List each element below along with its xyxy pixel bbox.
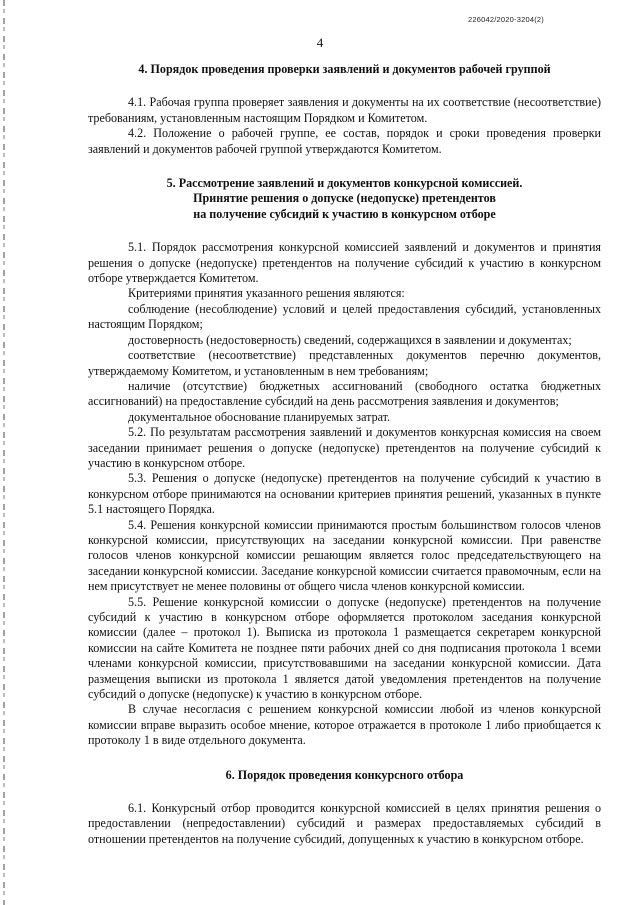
scan-binding-edge [3, 0, 5, 905]
section-5-heading-line-1: 5. Рассмотрение заявлений и документов конкурсной комиссией. [166, 176, 523, 191]
paragraph-5-3: 5.3. Решения о допуске (недопуске) претендентов на получение субсидий к участию в конкурсном отборе принимаются на основании критериев принятия решений, указанных в пункте 5.1 настоящего Порядка. [88, 471, 601, 517]
section-5 [88, 176, 601, 749]
criteria-item: достоверность (недостоверность) сведений, содержащихся в заявлении и документах; [128, 332, 572, 347]
section-6 [88, 768, 601, 848]
paragraph-dissent: В случае несогласия с решением конкурсной комиссии любой из членов конкурсной комиссии вправе выразить особое мнение, которое отражается в протоколе 1 либо приобщается к протоколу 1 в виде отдельного документа. [88, 702, 601, 748]
section-5-heading-line-2: Принятие решения о допуске (недопуске) претендентов [193, 191, 496, 206]
paragraph-5-1: 5.1. Порядок рассмотрения конкурсной комиссией заявлений и документов и принятия решения о допуске (недопуске) претендентов на получение субсидий к участию в конкурсном отборе утверждается Комитетом. [88, 240, 601, 286]
paragraph-5-5: 5.5. Решение конкурсной комиссии о допуске (недопуске) претендентов на получение субсидий к участию в конкурсном отборе оформляется протоколом заседания конкурсной комиссии (далее – протокол 1). Выписка из протокола 1 размещается секретарем конкурсной комиссии на сайте Комитета не позднее пяти рабочих дней со дня подписания протокола 1 всеми членами конкурсной комиссии, присутствовавшими на заседании конкурсной комиссии. Дата размещения выписки из протокола 1 является датой уведомления претендентов на получение субсидий о допуске (недопуске) к участию в конкурсном отборе. [88, 594, 601, 702]
section-4 [88, 62, 601, 157]
section-5-heading-line-3: на получение субсидий к участию в конкурсном отборе [193, 206, 496, 221]
criteria-item: соблюдение (несоблюдение) условий и целей предоставления субсидий, установленных настоящим Порядком; [88, 301, 601, 332]
document-id: 226042/2020-3204(2) [468, 15, 544, 24]
paragraph-6-1: 6.1. Конкурсный отбор проводится конкурсной комиссией в целях принятия решения о предоставлении (непредоставлении) субсидий и размерах предоставляемых субсидий в отношении претендентов на получение субсидий, допущенных к участию в конкурсном отборе. [88, 801, 601, 846]
criteria-intro: Критериями принятия указанного решения являются: [128, 286, 405, 301]
paragraph-4-1: 4.1. Рабочая группа проверяет заявления и документы на их соответствие (несоответствие) требованиям, установленным настоящим Порядком и Комитетом. [88, 95, 601, 125]
paragraph-4-2: 4.2. Положение о рабочей группе, ее состав, порядок и сроки проведения проверки заявлений и документов рабочей группой утверждаются Комитетом. [88, 126, 601, 156]
section-4-heading: 4. Порядок проведения проверки заявлений и документов рабочей группой [138, 62, 551, 76]
paragraph-5-4: 5.4. Решения конкурсной комиссии принимаются простым большинством голосов членов конкурсной комиссии, присутствующих на заседании конкурсной комиссии. При равенстве голосов членов конкурсной комиссии решающим является голос председательствующего на заседании конкурсной комиссии. Заседание конкурсной комиссии считается правомочным, если на нем присутствует не менее половины от общего числа членов конкурсной комиссии. [88, 517, 601, 594]
page-number: 4 [316, 35, 324, 50]
section-6-heading: 6. Порядок проведения конкурсного отбора [225, 767, 464, 782]
criteria-item: соответствие (несоответствие) представленных документов перечню документов, утверждаемому Комитетом, и установленным в нем требованиям; [88, 348, 601, 378]
document-body [88, 62, 601, 847]
paragraph-5-2: 5.2. По результатам рассмотрения заявлений и документов конкурсная комиссия на своем заседании принимает решения о допуске (недопуске) претендентов на получение субсидий к участию в конкурсном отборе. [88, 425, 601, 470]
section-5-heading [88, 176, 601, 222]
criteria-item: наличие (отсутствие) бюджетных ассигнований (свободного остатка бюджетных ассигнований) на предоставление субсидий на день рассмотрения заявления и документов; [88, 378, 601, 409]
criteria-item: документальное обоснование планируемых затрат. [128, 409, 391, 424]
